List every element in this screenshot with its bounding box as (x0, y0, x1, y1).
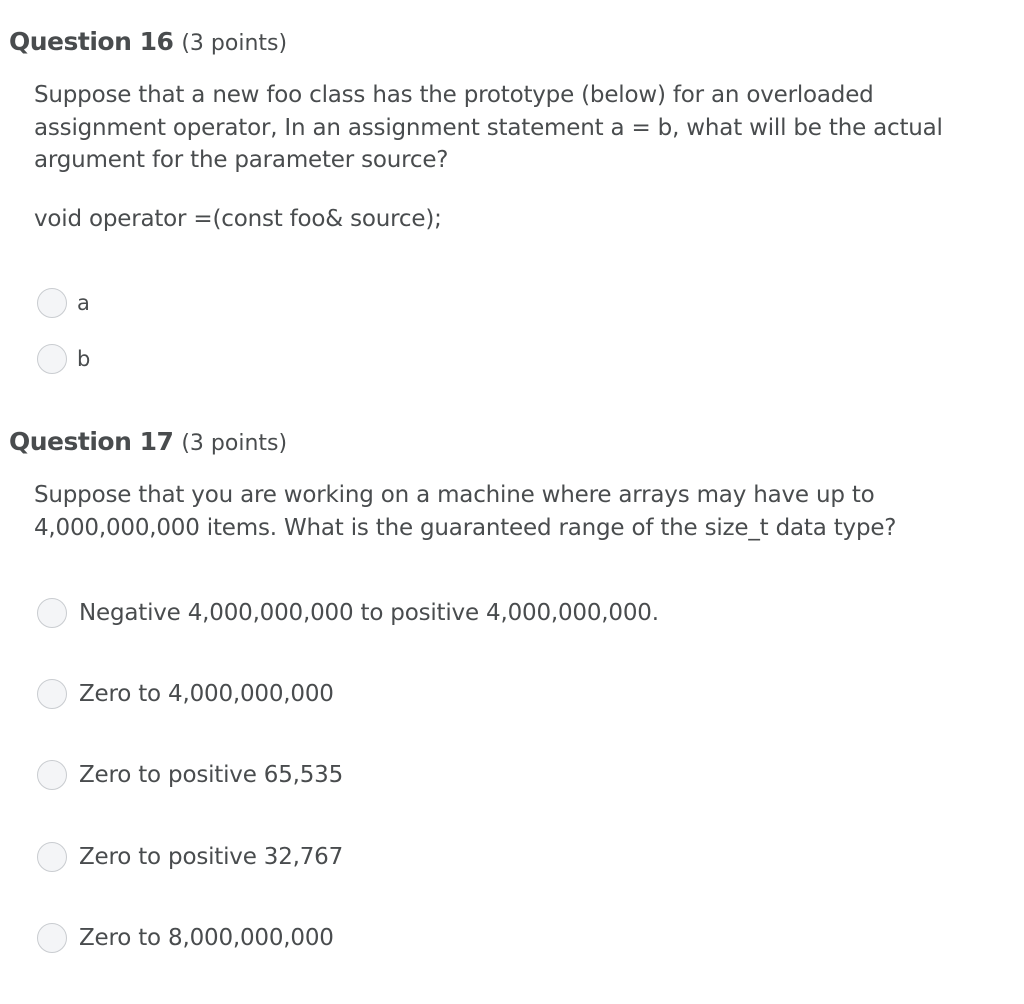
answer-option-2[interactable] (37, 677, 334, 711)
answer-option-label: Negative 4,000,000,000 to positive 4,000,000,000. (79, 600, 659, 626)
answer-option-b[interactable] (37, 342, 90, 376)
radio-button[interactable] (37, 598, 67, 628)
question-text: Suppose that you are working on a machine where arrays may have up to 4,000,000,000 items. What is the guaranteed range of the size_t data type? (34, 482, 897, 541)
answer-option-label: a (77, 291, 90, 315)
answer-option-label: Zero to positive 32,767 (79, 844, 344, 870)
question-heading (9, 426, 287, 460)
question-heading (9, 26, 287, 60)
radio-button[interactable] (37, 760, 67, 790)
answer-option-a[interactable] (37, 286, 90, 320)
radio-button[interactable] (37, 923, 67, 953)
answer-option-1[interactable] (37, 596, 659, 630)
question-label: Question 16 (9, 27, 174, 56)
answer-option-label: Zero to 8,000,000,000 (79, 925, 334, 951)
answer-option-4[interactable] (37, 840, 343, 874)
radio-button[interactable] (37, 842, 67, 872)
answer-option-label: b (77, 347, 91, 371)
answer-option-3[interactable] (37, 758, 343, 792)
question-points: (3 points) (181, 31, 288, 56)
question-text: Suppose that a new foo class has the prototype (below) for an overloaded assignment operator, In an assignment statement a = b, what will be the actual argument for the parameter source? (34, 82, 943, 173)
answer-option-5[interactable] (37, 921, 334, 955)
radio-button[interactable] (37, 679, 67, 709)
radio-button[interactable] (37, 288, 67, 318)
radio-button[interactable] (37, 344, 67, 374)
answer-option-label: Zero to positive 65,535 (79, 762, 344, 788)
question-code: void operator =(const foo& source); (34, 206, 442, 232)
question-label: Question 17 (9, 427, 174, 456)
question-points: (3 points) (181, 431, 288, 456)
answer-option-label: Zero to 4,000,000,000 (79, 681, 334, 707)
